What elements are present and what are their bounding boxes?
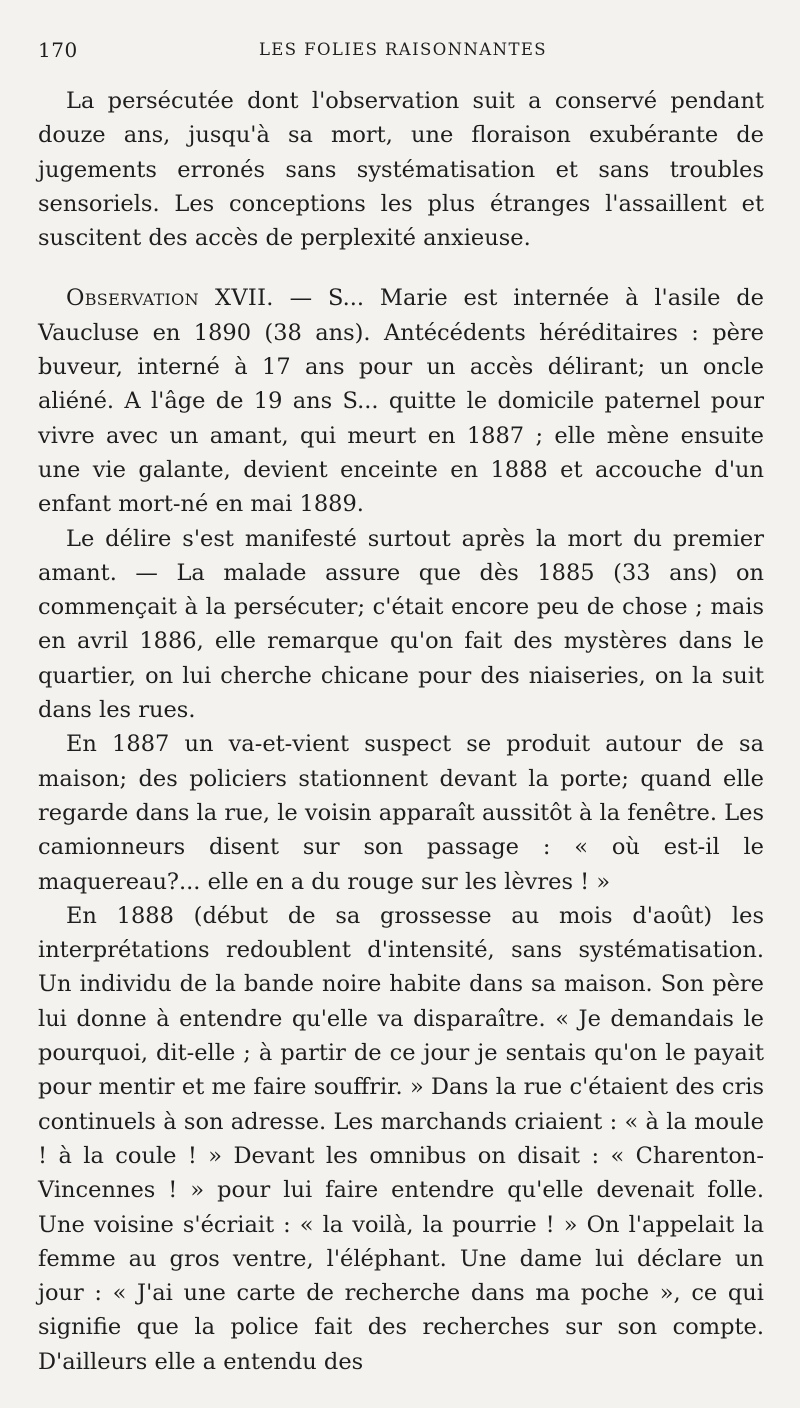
paragraph-intro: La persécutée dont l'observation suit a conservé pendant douze ans, jusqu'à sa mort, une floraison exubérante de jugements erronés sans systématisation et sans troubles sensoriels. Les conceptions les plus étranges l'assaillent et suscitent des accès de perplexité anxieuse. xyxy=(38,88,764,252)
running-head: LES FOLIES RAISONNANTES xyxy=(258,40,548,59)
paragraph-delusion-onset: Le délire s'est manifesté surtout après la mort du premier amant. — La malade assure que dès 1885 (33 ans) on commençait à la persécuter; c'était encore peu de chose ; mais en avril 1886, elle remarque qu'on fait des mystères dans le quartier, on lui cherche chicane pour des niaiseries, on la suit dans les rues. xyxy=(38,525,764,724)
observation-title: Observation XVII. xyxy=(66,285,274,312)
page-number: 170 xyxy=(38,38,78,62)
page-body xyxy=(38,84,764,1379)
paragraph-1887: En 1887 un va-et-vient suspect se produit autour de sa maison; des policiers stationnent devant la porte; quand elle regarde dans la rue, le voisin apparaît aussitôt à la fenêtre. Les camionneurs disent sur son passage : « où est-il le maquereau?... elle en a du rouge sur les lèvres ! » xyxy=(38,731,764,895)
paragraph-observation xyxy=(38,281,764,521)
page-header xyxy=(38,38,768,68)
paragraph-1888: En 1888 (début de sa grossesse au mois d'août) les interprétations redoublent d'intensité, sans systématisation. Un individu de la bande noire habite dans sa maison. Son père lui donne à entendre qu'elle va disparaître. « Je demandais le pourquoi, dit-elle ; à partir de ce jour je sentais qu'on le payait pour mentir et me faire souffrir. » Dans la rue c'étaient des cris continuels à son adresse. Les marchands criaient : « à la moule ! à la coule ! » Devant les omnibus on disait : « Charenton-Vincennes ! » pour lui faire entendre qu'elle devenait folle. Une voisine s'écriait : « la voilà, la pourrie ! » On l'appelait la femme au gros ventre, l'éléphant. Une dame lui déclare un jour : « J'ai une carte de recherche dans ma poche », ce qui signifie que la police fait des recherches sur son compte. D'ailleurs elle a entendu des xyxy=(38,902,764,1375)
observation-text: — S... Marie est internée à l'asile de Vaucluse en 1890 (38 ans). Antécédents héréditaires : père buveur, interné à 17 ans pour un accès délirant; un oncle aliéné. A l'âge de 19 ans S... quitte le domicile paternel pour vivre avec un amant, qui meurt en 1887 ; elle mène ensuite une vie galante, devient enceinte en 1888 et accouche d'un enfant mort-né en mai 1889. xyxy=(38,285,764,518)
